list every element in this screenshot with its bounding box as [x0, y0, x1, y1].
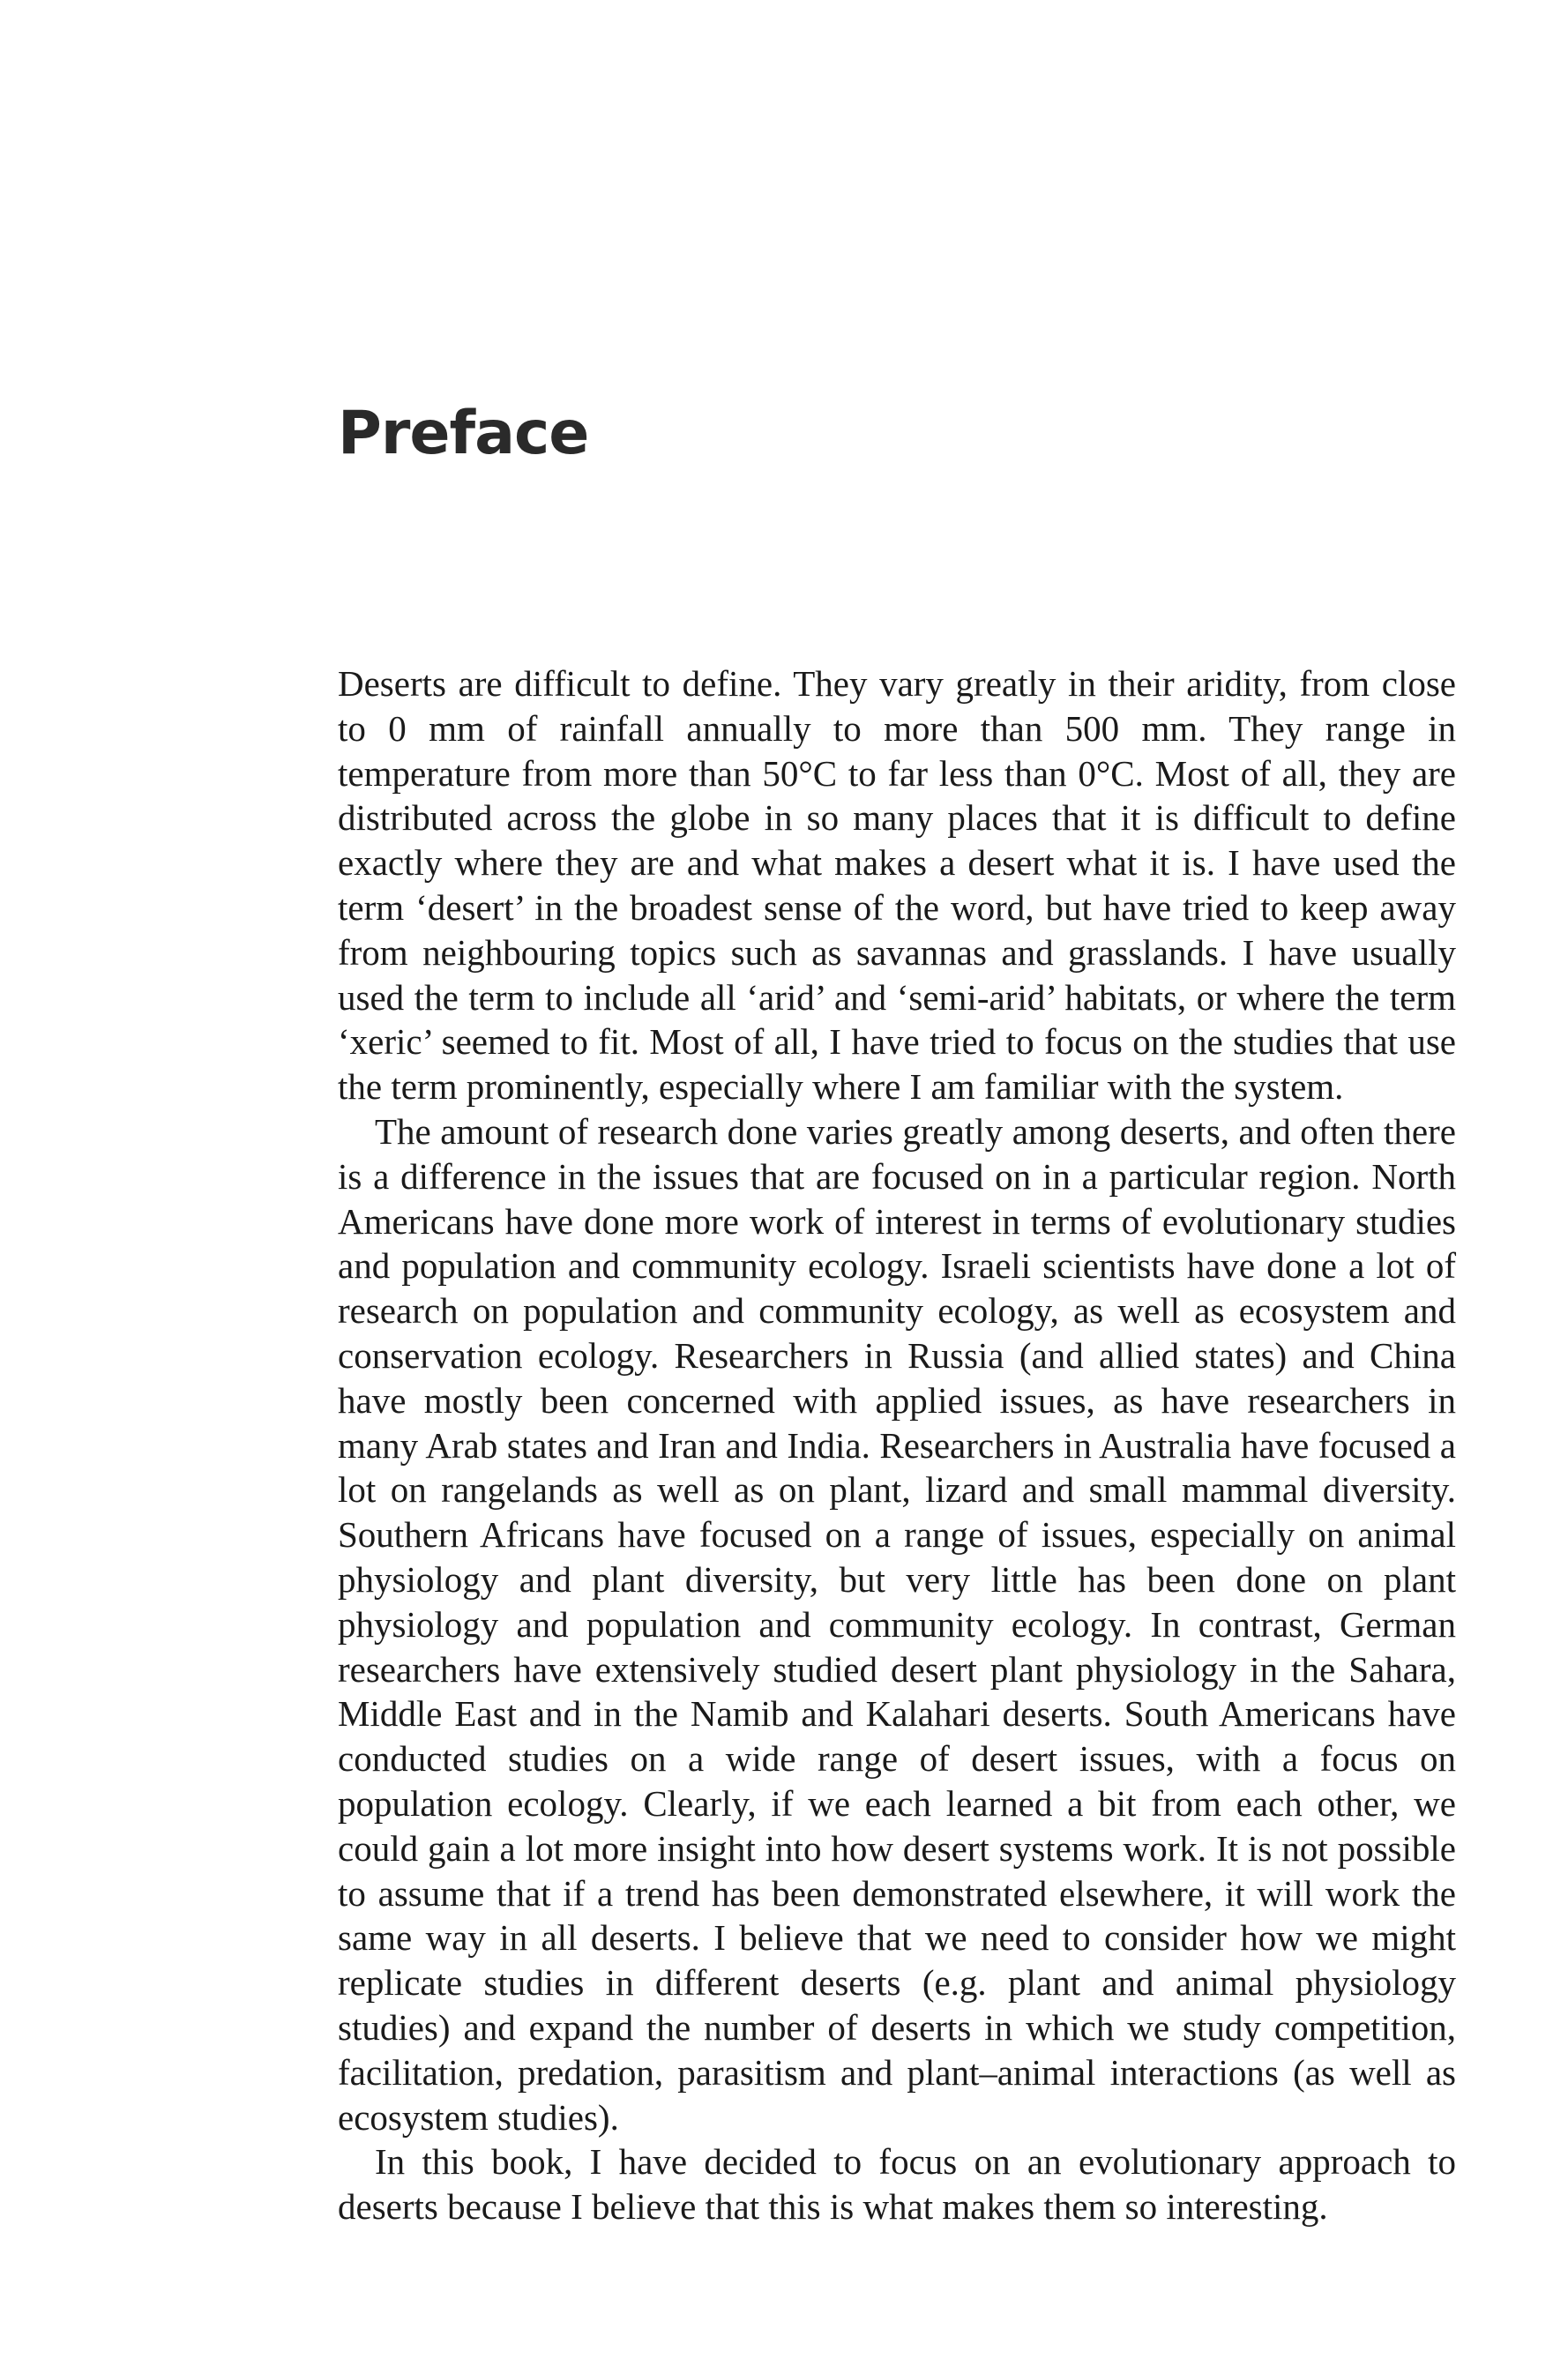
page-title: Preface: [338, 399, 589, 468]
body-text: [338, 661, 1456, 2229]
paragraph-2: The amount of research done varies greatly among deserts, and often there is a difference in the issues that are focused on in a particular region. North Americans have done more work of interest in terms of evolutionary studies and population and community ecology. Israeli scientists have done a lot of research on population and community ecology, as well as ecosystem and conservation ecology. Researchers in Russia (and allied states) and China have mostly been concerned with applied issues, as have researchers in many Arab states and Iran and India. Researchers in Australia have focused a lot on rangelands as well as on plant, lizard and small mammal diversity. Southern Africans have focused on a range of issues, especially on animal physiology and plant diversity, but very little has been done on plant physiology and population and community ecology. In contrast, German researchers have extensively studied desert plant physiology in the Sahara, Middle East and in the Namib and Kalahari deserts. South Americans have conducted studies on a wide range of desert issues, with a focus on population ecology. Clearly, if we each learned a bit from each other, we could gain a lot more insight into how desert systems work. It is not possible to assume that if a trend has been demonstrated elsewhere, it will work the same way in all deserts. I believe that we need to consider how we might replicate studies in different deserts (e.g. plant and animal physiology studies) and expand the number of deserts in which we study competition, facilitation, predation, parasitism and plant–animal interactions (as well as ecosystem studies).: [338, 1110, 1456, 2138]
paragraph-3: In this book, I have decided to focus on an evolutionary approach to deserts because I believe that this is what makes them so interesting.: [338, 2141, 1456, 2228]
paragraph-1: Deserts are difficult to define. They vary greatly in their aridity, from close to 0 mm of rainfall annually to more than 500 mm. They range in temperature from more than 50°C to far less than 0°C. Most of all, they are distributed across the globe in so many places that it is difficult to define exactly where they are and what makes a desert what it is. I have used the term ‘desert’ in the broadest sense of the word, but have tried to keep away from neighbouring topics such as savannas and grasslands. I have usually used the term to include all ‘arid’ and ‘semi-arid’ habitats, or where the term ‘xeric’ seemed to fit. Most of all, I have tried to focus on the studies that use the term prominently, especially where I am familiar with the system.: [338, 663, 1456, 1108]
